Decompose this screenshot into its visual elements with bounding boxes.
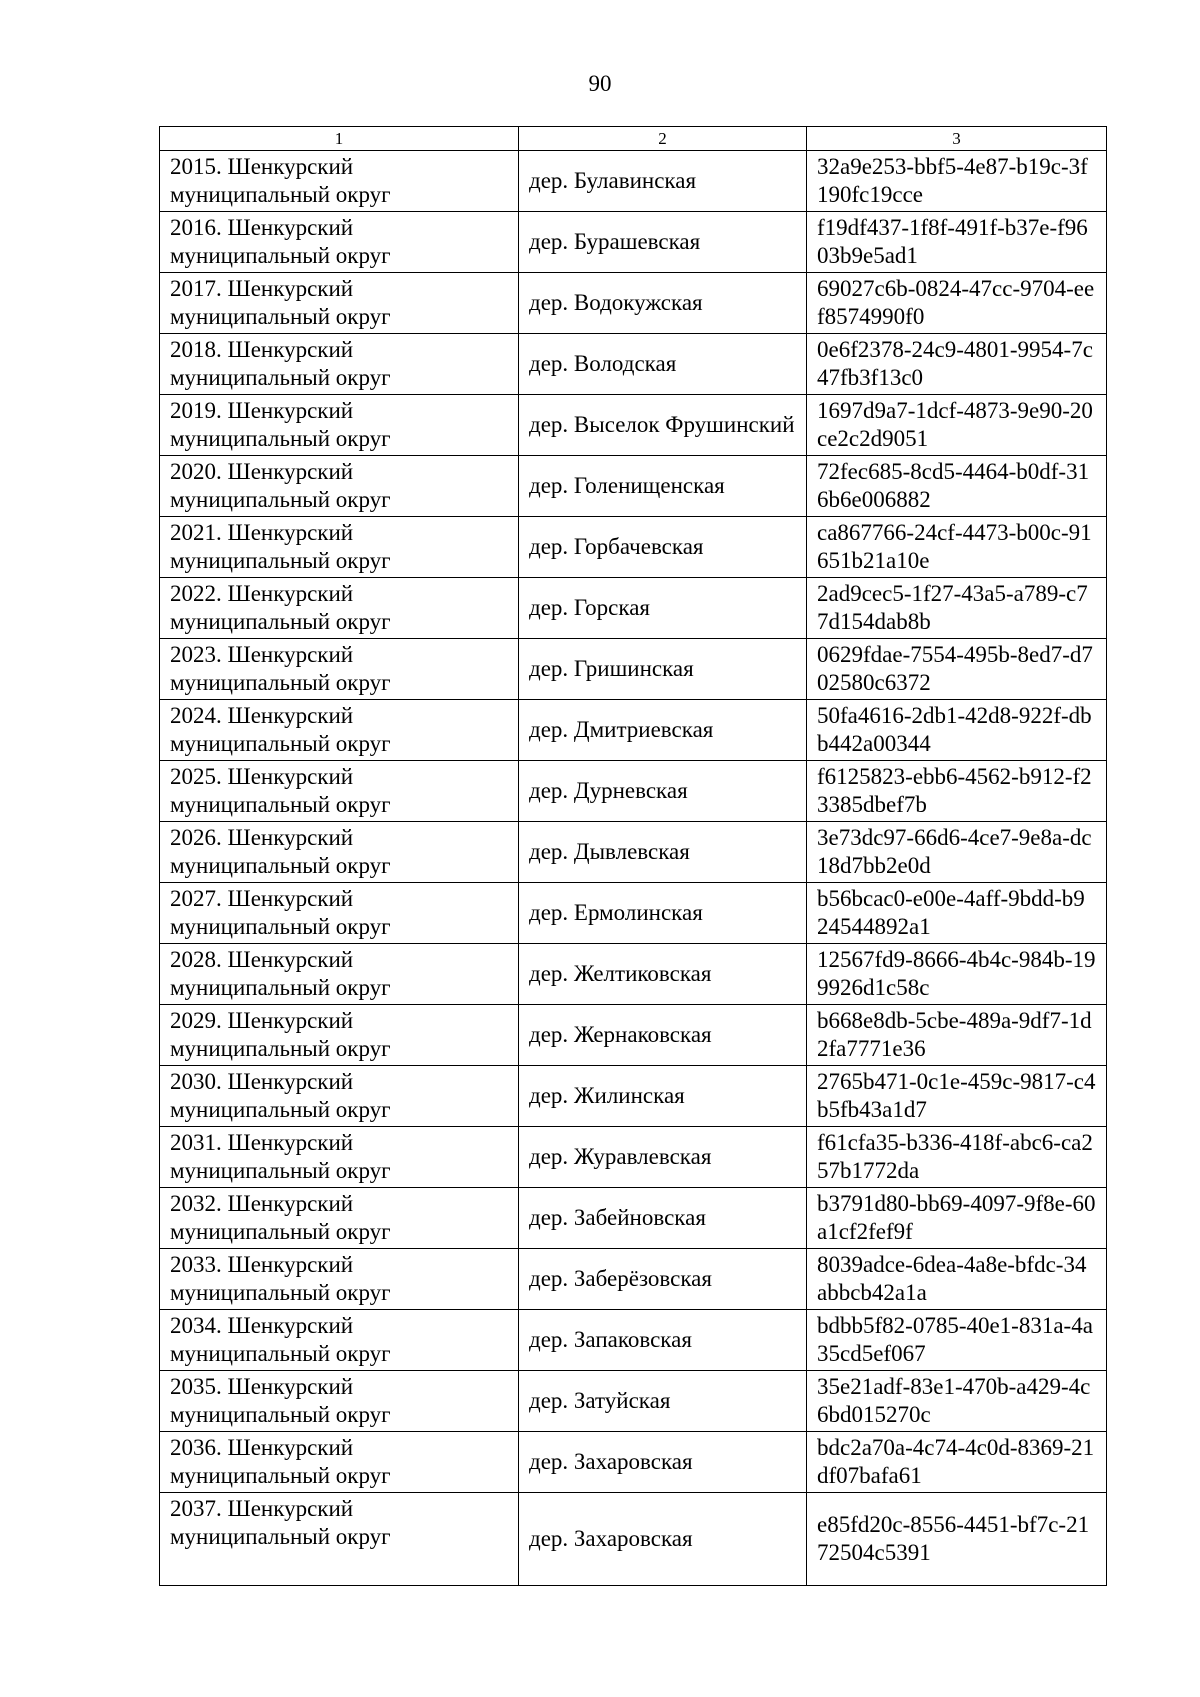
guid-cell: f19df437-1f8f-491f-b37e-f9603b9e5ad1 xyxy=(807,212,1107,273)
settlement-cell: дер. Дывлевская xyxy=(519,822,807,883)
settlement-cell: дер. Запаковская xyxy=(519,1310,807,1371)
guid-cell: 50fa4616-2db1-42d8-922f-dbb442a00344 xyxy=(807,700,1107,761)
table-row xyxy=(160,1005,1107,1066)
settlement-cell: дер. Бурашевская xyxy=(519,212,807,273)
settlement-cell: дер. Голенищенская xyxy=(519,456,807,517)
table-row xyxy=(160,822,1107,883)
table-row xyxy=(160,273,1107,334)
district-cell: 2028. Шенкурский муниципальный округ xyxy=(160,944,519,1005)
settlement-cell: дер. Захаровская xyxy=(519,1493,807,1586)
table-row xyxy=(160,944,1107,1005)
table-row xyxy=(160,334,1107,395)
guid-cell: b3791d80-bb69-4097-9f8e-60a1cf2fef9f xyxy=(807,1188,1107,1249)
guid-cell: b56bcac0-e00e-4aff-9bdd-b924544892a1 xyxy=(807,883,1107,944)
guid-cell: 72fec685-8cd5-4464-b0df-316b6e006882 xyxy=(807,456,1107,517)
column-header-1: 1 xyxy=(160,127,519,151)
district-cell: 2022. Шенкурский муниципальный округ xyxy=(160,578,519,639)
settlement-cell: дер. Жилинская xyxy=(519,1066,807,1127)
district-cell: 2021. Шенкурский муниципальный округ xyxy=(160,517,519,578)
table-row xyxy=(160,1127,1107,1188)
guid-cell: f6125823-ebb6-4562-b912-f23385dbef7b xyxy=(807,761,1107,822)
guid-cell: 0629fdae-7554-495b-8ed7-d702580c6372 xyxy=(807,639,1107,700)
table-row xyxy=(160,1249,1107,1310)
settlements-table xyxy=(159,126,1107,1586)
district-cell: 2036. Шенкурский муниципальный округ xyxy=(160,1432,519,1493)
district-cell: 2033. Шенкурский муниципальный округ xyxy=(160,1249,519,1310)
guid-cell: f61cfa35-b336-418f-abc6-ca257b1772da xyxy=(807,1127,1107,1188)
settlement-cell: дер. Желтиковская xyxy=(519,944,807,1005)
district-cell: 2025. Шенкурский муниципальный округ xyxy=(160,761,519,822)
table-row xyxy=(160,212,1107,273)
table-row xyxy=(160,761,1107,822)
district-cell: 2018. Шенкурский муниципальный округ xyxy=(160,334,519,395)
guid-cell: 8039adce-6dea-4a8e-bfdc-34abbcb42a1a xyxy=(807,1249,1107,1310)
district-cell: 2026. Шенкурский муниципальный округ xyxy=(160,822,519,883)
table-row xyxy=(160,1432,1107,1493)
table-row xyxy=(160,1066,1107,1127)
district-cell: 2027. Шенкурский муниципальный округ xyxy=(160,883,519,944)
settlement-cell: дер. Горская xyxy=(519,578,807,639)
settlement-cell: дер. Ермолинская xyxy=(519,883,807,944)
table-row xyxy=(160,151,1107,212)
column-header-2: 2 xyxy=(519,127,807,151)
settlement-cell: дер. Захаровская xyxy=(519,1432,807,1493)
settlement-cell: дер. Дурневская xyxy=(519,761,807,822)
district-cell: 2032. Шенкурский муниципальный округ xyxy=(160,1188,519,1249)
guid-cell: ca867766-24cf-4473-b00c-91651b21a10e xyxy=(807,517,1107,578)
table-row xyxy=(160,1310,1107,1371)
guid-cell: 0e6f2378-24c9-4801-9954-7c47fb3f13c0 xyxy=(807,334,1107,395)
header-row xyxy=(160,127,1107,151)
settlement-cell: дер. Жернаковская xyxy=(519,1005,807,1066)
district-cell: 2017. Шенкурский муниципальный округ xyxy=(160,273,519,334)
guid-cell: e85fd20c-8556-4451-bf7c-2172504c5391 xyxy=(807,1493,1107,1586)
table-row xyxy=(160,883,1107,944)
guid-cell: bdc2a70a-4c74-4c0d-8369-21df07bafa61 xyxy=(807,1432,1107,1493)
guid-cell: 2ad9cec5-1f27-43a5-a789-c77d154dab8b xyxy=(807,578,1107,639)
guid-cell: 1697d9a7-1dcf-4873-9e90-20ce2c2d9051 xyxy=(807,395,1107,456)
district-cell: 2031. Шенкурский муниципальный округ xyxy=(160,1127,519,1188)
guid-cell: 35e21adf-83e1-470b-a429-4c6bd015270c xyxy=(807,1371,1107,1432)
table-header xyxy=(160,127,1107,151)
guid-cell: 12567fd9-8666-4b4c-984b-199926d1c58c xyxy=(807,944,1107,1005)
district-cell: 2035. Шенкурский муниципальный округ xyxy=(160,1371,519,1432)
district-cell: 2029. Шенкурский муниципальный округ xyxy=(160,1005,519,1066)
settlement-cell: дер. Водокужская xyxy=(519,273,807,334)
settlement-cell: дер. Затуйская xyxy=(519,1371,807,1432)
settlement-cell: дер. Горбачевская xyxy=(519,517,807,578)
table-row xyxy=(160,395,1107,456)
guid-cell: b668e8db-5cbe-489a-9df7-1d2fa7771e36 xyxy=(807,1005,1107,1066)
table-body xyxy=(160,151,1107,1586)
settlement-cell: дер. Забейновская xyxy=(519,1188,807,1249)
guid-cell: 3e73dc97-66d6-4ce7-9e8a-dc18d7bb2e0d xyxy=(807,822,1107,883)
table-row xyxy=(160,456,1107,517)
district-cell: 2015. Шенкурский муниципальный округ xyxy=(160,151,519,212)
table-row xyxy=(160,517,1107,578)
settlement-cell: дер. Володская xyxy=(519,334,807,395)
district-cell: 2016. Шенкурский муниципальный округ xyxy=(160,212,519,273)
district-cell: 2024. Шенкурский муниципальный округ xyxy=(160,700,519,761)
settlement-cell: дер. Выселок Фрушинский xyxy=(519,395,807,456)
district-cell: 2020. Шенкурский муниципальный округ xyxy=(160,456,519,517)
settlement-cell: дер. Гришинская xyxy=(519,639,807,700)
settlement-cell: дер. Булавинская xyxy=(519,151,807,212)
guid-cell: bdbb5f82-0785-40e1-831a-4a35cd5ef067 xyxy=(807,1310,1107,1371)
guid-cell: 2765b471-0c1e-459c-9817-c4b5fb43a1d7 xyxy=(807,1066,1107,1127)
table-row xyxy=(160,639,1107,700)
table-row xyxy=(160,578,1107,639)
district-cell: 2034. Шенкурский муниципальный округ xyxy=(160,1310,519,1371)
settlement-cell: дер. Журавлевская xyxy=(519,1127,807,1188)
district-cell: 2019. Шенкурский муниципальный округ xyxy=(160,395,519,456)
table-row xyxy=(160,1493,1107,1586)
table-row xyxy=(160,1188,1107,1249)
table-row xyxy=(160,700,1107,761)
table-row xyxy=(160,1371,1107,1432)
guid-cell: 69027c6b-0824-47cc-9704-eef8574990f0 xyxy=(807,273,1107,334)
district-cell: 2037. Шенкурский муниципальный округ xyxy=(160,1493,519,1586)
settlement-cell: дер. Дмитриевская xyxy=(519,700,807,761)
district-cell: 2023. Шенкурский муниципальный округ xyxy=(160,639,519,700)
settlement-cell: дер. Заберёзовская xyxy=(519,1249,807,1310)
column-header-3: 3 xyxy=(807,127,1107,151)
page-number: 90 xyxy=(588,71,612,96)
district-cell: 2030. Шенкурский муниципальный округ xyxy=(160,1066,519,1127)
guid-cell: 32a9e253-bbf5-4e87-b19c-3f190fc19cce xyxy=(807,151,1107,212)
